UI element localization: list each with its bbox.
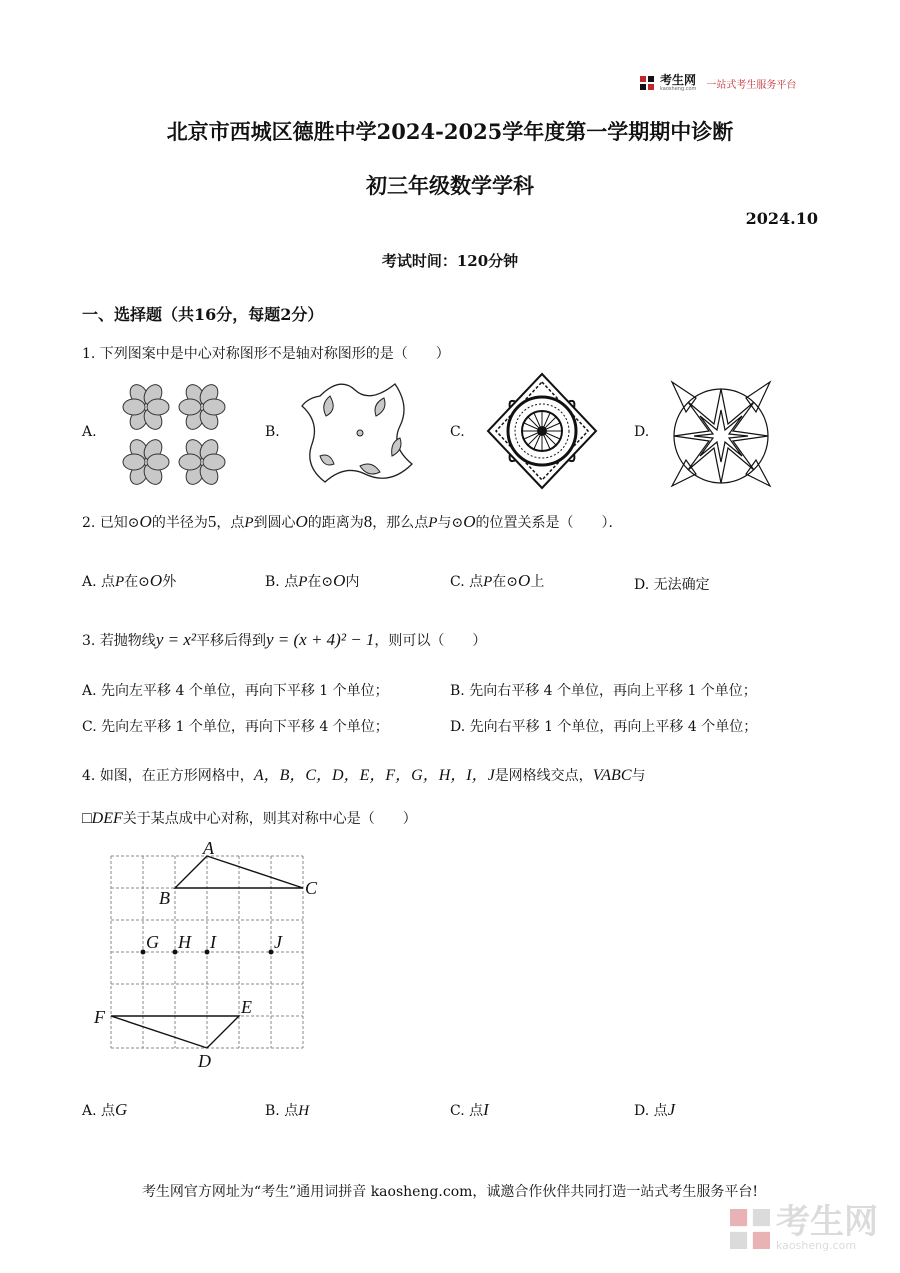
label-d: D <box>198 1051 211 1071</box>
q2-opt-b-p: P <box>298 574 308 590</box>
exam-date: 2024.10 <box>745 209 818 228</box>
q2-opt-c-o: O <box>518 571 531 590</box>
q2-var-o: O <box>139 512 152 531</box>
q2-opt-c-post: 上 <box>530 574 545 590</box>
point-h <box>173 950 178 955</box>
q4-opt-b-point: H <box>298 1103 310 1119</box>
q4-stem-line2 <box>82 808 417 828</box>
label-j: J <box>274 932 282 952</box>
q2-opt-c-mid: 在⊙ <box>492 574 519 590</box>
q2-text-3: ，点 <box>216 515 245 531</box>
q4-opt-a-label: A. 点 <box>82 1103 116 1119</box>
q1-figure-b <box>300 376 418 488</box>
logo-domain: kaosheng.com <box>660 86 697 92</box>
point-g <box>141 950 146 955</box>
q4-stem-line1 <box>82 762 646 785</box>
q3-text-2: 平移后得到 <box>195 633 266 649</box>
q2-opt-b-label: B. <box>265 574 280 590</box>
q3-text-3: ，则可以（ ） <box>374 633 487 649</box>
q4-points: A，B，C，D，E，F，G，H，I，J <box>253 767 495 784</box>
q4-triangle-abc: VABC <box>592 767 632 784</box>
q3-equation-2: y = (x + 4)² − 1 <box>265 630 375 649</box>
q4-opt-c-point: I <box>483 1100 489 1119</box>
q3-option-d: D. 先向右平移 1 个单位，再向上平移 4 个单位； <box>450 719 758 735</box>
q2-radius: 5 <box>207 512 217 531</box>
label-e: E <box>241 997 252 1017</box>
q4-opt-a-point: G <box>115 1100 128 1119</box>
q2-opt-a-o: O <box>149 571 163 590</box>
q2-num: 2. <box>82 515 96 531</box>
watermark <box>730 1202 878 1252</box>
q2-opt-a-p: P <box>115 574 125 590</box>
q2-opt-c-label: C. <box>450 574 465 590</box>
q4-text-4: 关于某点成中心对称，则其对称中心是（ ） <box>122 811 417 827</box>
exam-time: 考试时间：120分钟 <box>381 252 519 270</box>
header-logo <box>640 74 796 92</box>
q2-stem <box>82 512 622 532</box>
q4-option-a <box>82 1100 127 1120</box>
q4-option-b <box>265 1100 309 1120</box>
q2-text-5: 的距离为 <box>307 515 364 531</box>
q2-opt-b-o: O <box>333 571 346 590</box>
q4-opt-c-label: C. 点 <box>450 1103 484 1119</box>
q1-figure-c <box>486 372 598 490</box>
q4-option-d <box>634 1100 675 1120</box>
q2-opt-a-mid: 在⊙ <box>124 574 150 590</box>
point-i <box>205 950 210 955</box>
q2-text-2: 的半径为 <box>151 515 208 531</box>
q2-opt-c-p: P <box>483 574 493 590</box>
q4-num: 4. <box>82 768 96 784</box>
logo-slogan: 一站式考生服务平台 <box>706 79 797 91</box>
q1-stem: 1. 下列图案中是中心对称图形不是轴对称图形的是（ ） <box>82 346 450 362</box>
logo-name: 考生网 <box>660 73 697 87</box>
q2-var-o-2: O <box>295 512 308 531</box>
q1-option-a-label: A. <box>82 424 97 440</box>
q2-option-b <box>265 571 359 591</box>
watermark-logo-icon <box>730 1209 770 1249</box>
watermark-domain: kaosheng.com <box>776 1239 857 1252</box>
q4-grid-figure <box>92 836 332 1074</box>
q2-opt-d-label: D. <box>634 577 650 593</box>
q2-text-6: ，那么点 <box>372 515 429 531</box>
q2-var-p: P <box>244 515 254 531</box>
q1-option-d-label: D. <box>634 424 650 440</box>
q2-var-p-2: P <box>428 515 438 531</box>
q2-text-4: 到圆心 <box>253 515 296 531</box>
q1-option-c-label: C. <box>450 424 465 440</box>
label-b: B <box>159 888 170 908</box>
q4-text-1: 如图，在正方形网格中， <box>99 768 254 784</box>
q3-num: 3. <box>82 633 96 649</box>
q4-triangle-def: □DEF <box>82 810 123 827</box>
q3-text-1: 若抛物线 <box>99 633 156 649</box>
q4-opt-b-label: B. 点 <box>265 1103 299 1119</box>
q3-stem <box>82 630 486 650</box>
kaosheng-logo-icon <box>640 76 654 90</box>
q4-text-2: 是网格线交点， <box>494 768 593 784</box>
q2-option-c <box>450 571 544 591</box>
q4-text-3: 与 <box>631 768 646 784</box>
q3-option-a: A. 先向左平移 4 个单位，再向下平移 1 个单位； <box>82 683 389 699</box>
q4-opt-d-label: D. 点 <box>634 1103 668 1119</box>
q2-opt-c-pre: 点 <box>469 574 484 590</box>
section-heading: 一、选择题（共16分，每题2分） <box>82 305 324 324</box>
label-f: F <box>94 1007 105 1027</box>
label-i: I <box>210 932 216 952</box>
q2-option-a <box>82 571 176 591</box>
watermark-name: 考生网 <box>776 1202 878 1242</box>
label-c: C <box>305 878 318 898</box>
q1-figure-d <box>670 380 772 488</box>
q2-distance: 8 <box>363 512 373 531</box>
q1-option-b-label: B. <box>265 424 280 440</box>
q2-var-o-3: O <box>463 512 476 531</box>
q2-opt-b-mid: 在⊙ <box>307 574 334 590</box>
footer-text: 考生网官方网址为“考生”通用词拼音 kaosheng.com，诚邀合作伙伴共同打造一站式考生服务平台! <box>141 1184 759 1200</box>
q2-text-8: 的位置关系是（ ）． <box>475 515 623 531</box>
q4-option-c <box>450 1100 489 1120</box>
q2-opt-b-pre: 点 <box>284 574 299 590</box>
q2-opt-a-label: A. <box>82 574 97 590</box>
q2-option-d <box>634 574 710 594</box>
exam-title: 北京市西城区德胜中学2024-2025学年度第一学期期中诊断 <box>166 119 734 144</box>
q1-figure-a <box>116 380 232 490</box>
q2-opt-b-post: 内 <box>345 574 360 590</box>
q3-equation-1: y = x² <box>155 630 196 649</box>
q2-opt-d-text: 无法确定 <box>653 577 710 593</box>
exam-subtitle: 初三年级数学学科 <box>366 173 534 198</box>
label-g: G <box>146 932 159 952</box>
q3-option-c: C. 先向左平移 1 个单位，再向下平移 4 个单位； <box>82 719 389 735</box>
q3-option-b: B. 先向右平移 4 个单位，再向上平移 1 个单位； <box>450 683 757 699</box>
q2-text-7: 与⊙ <box>437 515 464 531</box>
label-a: A <box>203 838 214 858</box>
q2-opt-a-pre: 点 <box>101 574 116 590</box>
label-h: H <box>178 932 191 952</box>
q2-opt-a-post: 外 <box>162 574 177 590</box>
q4-opt-d-point: J <box>667 1100 676 1119</box>
point-j <box>269 950 274 955</box>
q2-text-1: 已知⊙ <box>99 515 140 531</box>
